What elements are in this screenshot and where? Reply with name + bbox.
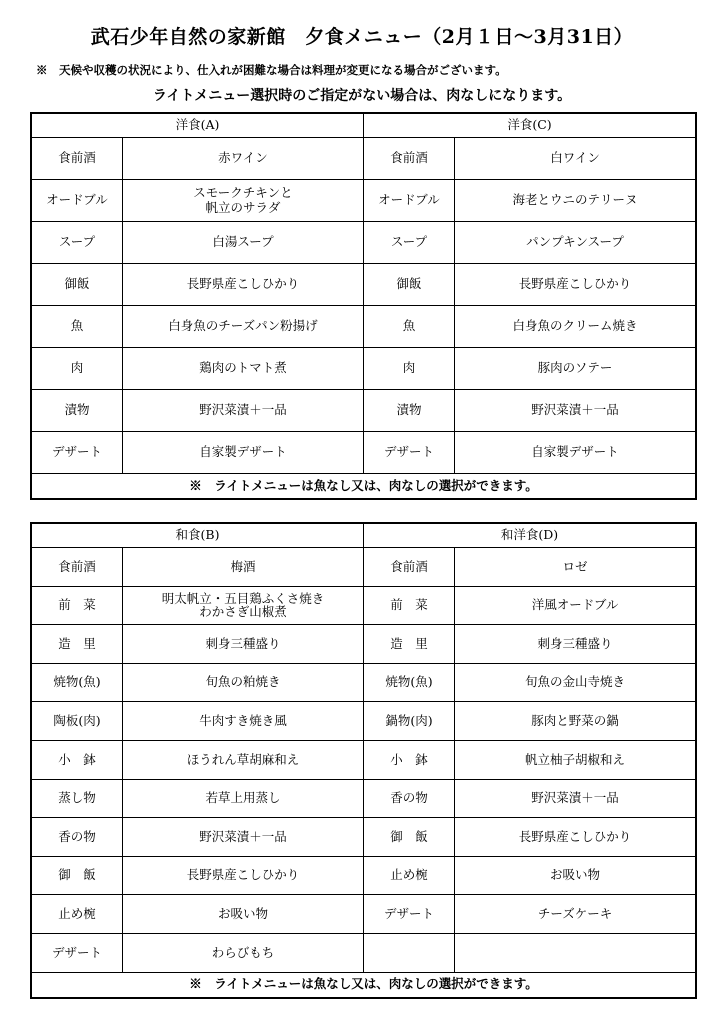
dish-name: 牛肉すき焼き風 (123, 702, 364, 741)
course-label: スープ (32, 222, 123, 264)
course-label: 小 鉢 (364, 740, 455, 779)
table-row (32, 895, 696, 934)
table-footer-row (32, 972, 696, 997)
course-header-western-a: 洋食(A) (32, 114, 364, 138)
dish-name: 海老とウニのテリーヌ (455, 180, 696, 222)
course-label: 陶板(肉) (32, 702, 123, 741)
dish-name: 白湯スープ (123, 222, 364, 264)
course-label: 食前酒 (32, 138, 123, 180)
course-label: 焼物(魚) (364, 663, 455, 702)
course-label: 御飯 (32, 264, 123, 306)
course-label: スープ (364, 222, 455, 264)
dish-name: 刺身三種盛り (455, 625, 696, 664)
dish-name: 長野県産こしひかり (123, 264, 364, 306)
table-row (32, 818, 696, 857)
empty-cell (364, 933, 455, 972)
course-header-fusion-d: 和洋食(D) (364, 524, 696, 548)
dish-name: 旬魚の金山寺焼き (455, 663, 696, 702)
dish-name: ほうれん草胡麻和え (123, 740, 364, 779)
table-row (32, 432, 696, 474)
dish-name: 白身魚のクリーム焼き (455, 306, 696, 348)
dish-name: 帆立柚子胡椒和え (455, 740, 696, 779)
course-label: 食前酒 (32, 548, 123, 587)
course-label: 前 菜 (364, 586, 455, 625)
course-label: 香の物 (364, 779, 455, 818)
dish-name: 鶏肉のトマト煮 (123, 348, 364, 390)
course-label: オードブル (32, 180, 123, 222)
course-label: 蒸し物 (32, 779, 123, 818)
table-row (32, 856, 696, 895)
table-row (32, 740, 696, 779)
table-row (32, 138, 696, 180)
dish-name: 旬魚の粕焼き (123, 663, 364, 702)
japanese-menu-body (32, 524, 696, 998)
page-title: 武石少年自然の家新館 夕食メニュー（2月１日～3月31日） (90, 26, 634, 48)
dish-name: わらびもち (123, 933, 364, 972)
light-menu-notice: ライトメニュー選択時のご指定がない場合は、肉なしになります。 (152, 88, 572, 104)
table-header-row (32, 524, 696, 548)
table-row (32, 548, 696, 587)
course-label: 止め椀 (364, 856, 455, 895)
dish-name: 長野県産こしひかり (123, 856, 364, 895)
light-menu-footnote: ※ ライトメニューは魚なし又は、肉なしの選択ができます。 (32, 474, 696, 499)
dish-name: 赤ワイン (123, 138, 364, 180)
course-label: デザート (364, 895, 455, 934)
course-label: 魚 (364, 306, 455, 348)
table-row (32, 264, 696, 306)
table-header-row (32, 114, 696, 138)
dish-name: 刺身三種盛り (123, 625, 364, 664)
japanese-menu-table (31, 523, 696, 998)
course-label: 造 里 (32, 625, 123, 664)
table-row (32, 779, 696, 818)
dish-name: チーズケーキ (455, 895, 696, 934)
table-row (32, 702, 696, 741)
table-row (32, 180, 696, 222)
dish-name: パンプキンスープ (455, 222, 696, 264)
dish-name: 自家製デザート (123, 432, 364, 474)
dish-name: 豚肉と野菜の鍋 (455, 702, 696, 741)
course-header-western-c: 洋食(C) (364, 114, 696, 138)
dish-name: 明太帆立・五目鶏ふくさ焼き わかさぎ山椒煮 (123, 586, 364, 625)
course-label: 肉 (32, 348, 123, 390)
dish-name: 自家製デザート (455, 432, 696, 474)
dish-name: 長野県産こしひかり (455, 264, 696, 306)
table-row (32, 306, 696, 348)
dish-name: 洋風オードブル (455, 586, 696, 625)
dish-name: スモークチキンと 帆立のサラダ (123, 180, 364, 222)
supply-notice: ※ 天候や収穫の状況により、仕入れが困難な場合は料理が変更になる場合がございます。 (36, 63, 507, 77)
table-row (32, 390, 696, 432)
table-footer-row (32, 474, 696, 499)
course-label: 御 飯 (32, 856, 123, 895)
course-label: 漬物 (364, 390, 455, 432)
course-label: オードブル (364, 180, 455, 222)
light-menu-footnote: ※ ライトメニューは魚なし又は、肉なしの選択ができます。 (32, 972, 696, 997)
course-label: 御飯 (364, 264, 455, 306)
course-label: 食前酒 (364, 138, 455, 180)
dish-name: 野沢菜漬＋一品 (123, 390, 364, 432)
table-row (32, 586, 696, 625)
dish-name: お吸い物 (123, 895, 364, 934)
table-row (32, 663, 696, 702)
course-header-japanese-b: 和食(B) (32, 524, 364, 548)
course-label: デザート (32, 432, 123, 474)
table-row (32, 625, 696, 664)
dish-name: 野沢菜漬＋一品 (455, 390, 696, 432)
dish-name: 白ワイン (455, 138, 696, 180)
course-label: 御 飯 (364, 818, 455, 857)
empty-cell (455, 933, 696, 972)
dish-name: 長野県産こしひかり (455, 818, 696, 857)
course-label: 造 里 (364, 625, 455, 664)
course-label: 前 菜 (32, 586, 123, 625)
course-label: デザート (32, 933, 123, 972)
course-label: 漬物 (32, 390, 123, 432)
dish-name: お吸い物 (455, 856, 696, 895)
course-label: 食前酒 (364, 548, 455, 587)
western-menu-body (32, 114, 696, 499)
western-menu-table (31, 113, 696, 499)
dish-name: 豚肉のソテー (455, 348, 696, 390)
course-label: 肉 (364, 348, 455, 390)
dish-name: ロゼ (455, 548, 696, 587)
table-row (32, 348, 696, 390)
course-label: 焼物(魚) (32, 663, 123, 702)
course-label: 鍋物(肉) (364, 702, 455, 741)
course-label: デザート (364, 432, 455, 474)
course-label: 魚 (32, 306, 123, 348)
dish-name: 野沢菜漬＋一品 (455, 779, 696, 818)
table-row (32, 222, 696, 264)
dish-name: 若草上用蒸し (123, 779, 364, 818)
course-label: 止め椀 (32, 895, 123, 934)
table-row (32, 933, 696, 972)
course-label: 香の物 (32, 818, 123, 857)
course-label: 小 鉢 (32, 740, 123, 779)
dish-name: 野沢菜漬＋一品 (123, 818, 364, 857)
dish-name: 梅酒 (123, 548, 364, 587)
dish-name: 白身魚のチーズパン粉揚げ (123, 306, 364, 348)
